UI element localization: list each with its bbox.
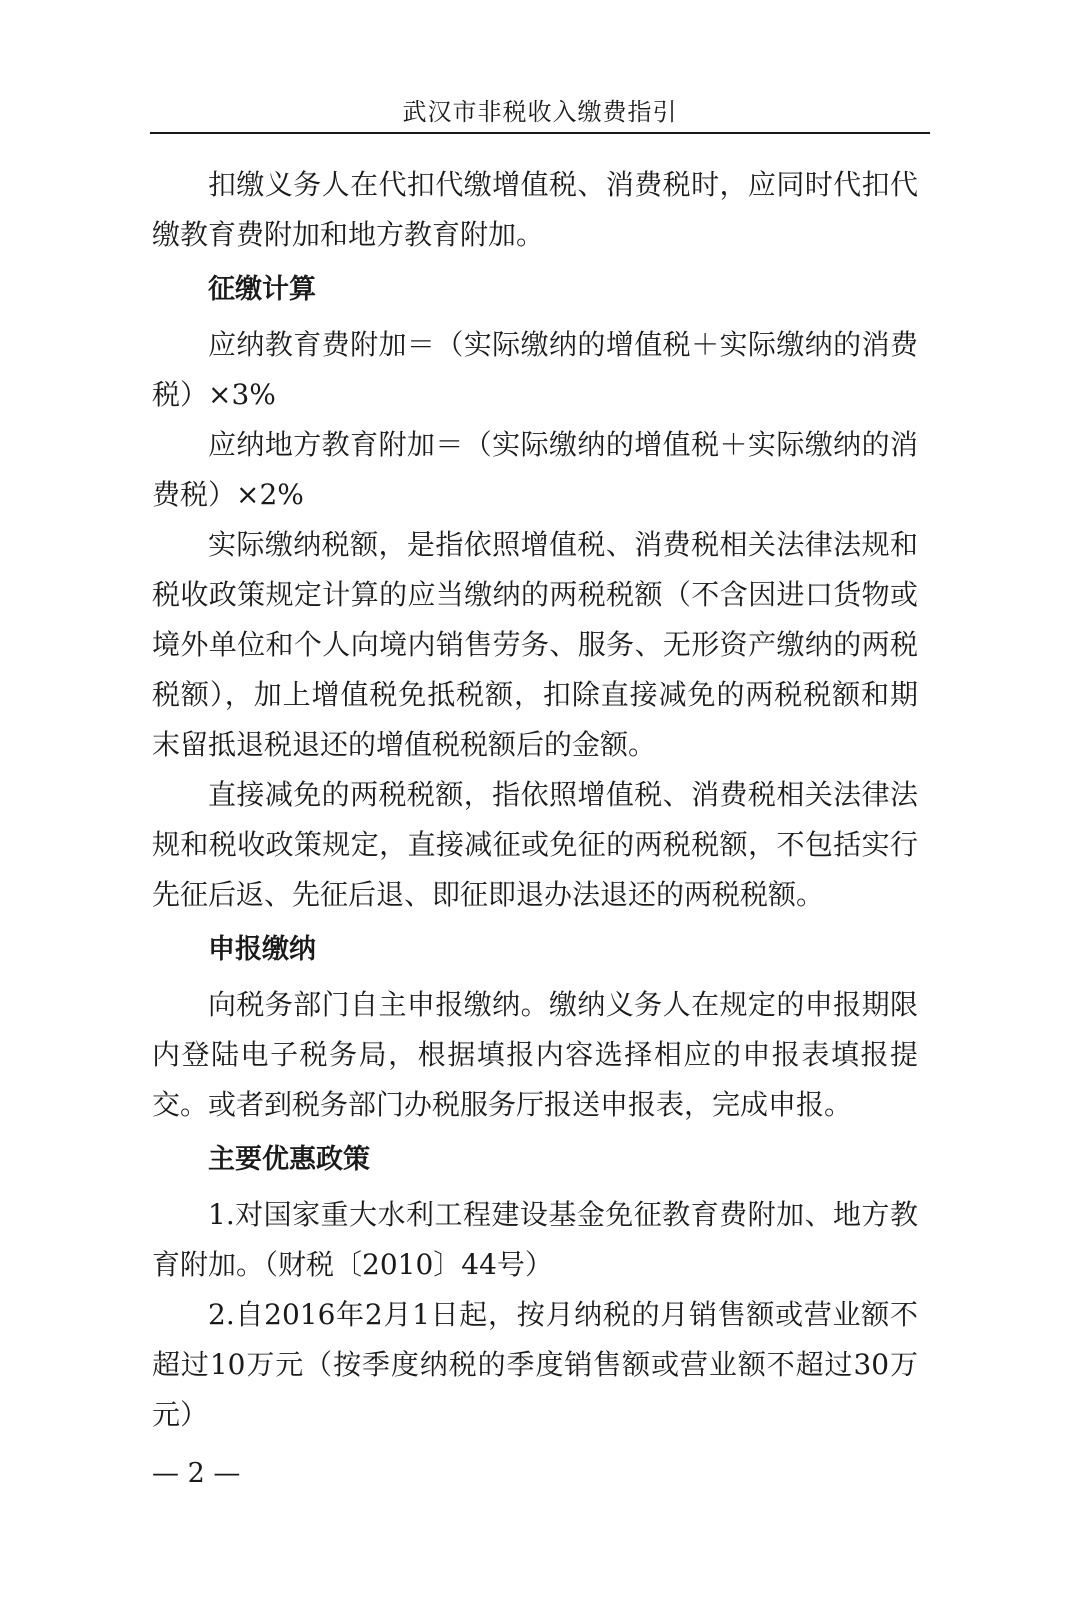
page-number: — 2 — bbox=[152, 1458, 241, 1489]
paragraph-direct-reduction-definition: 直接减免的两税税额，指依照增值税、消费税相关法律法规和税收政策规定，直接减征或免征的两税税额，不包括实行先征后返、先征后退、即征即退办法退还的两税税额。 bbox=[152, 778, 918, 911]
header-divider bbox=[150, 132, 930, 134]
paragraph-declaration-method: 向税务部门自主申报缴纳。缴纳义务人在规定的申报期限内登陆电子税务局，根据填报内容选择相应的申报表填报提交。或者到税务部门办税服务厅报送申报表，完成申报。 bbox=[152, 988, 918, 1121]
paragraph-actual-tax-definition: 实际缴纳税额，是指依照增值税、消费税相关法律法规和税收政策规定计算的应当缴纳的两税税额（不含因进口货物或境外单位和个人向境内销售劳务、服务、无形资产缴纳的两税税额），加上增值税免抵税额，扣除直接减免的两税税额和期末留抵退税退还的增值税税额后的金额。 bbox=[152, 528, 918, 761]
section-heading-preferential-policies: 主要优惠政策 bbox=[208, 1144, 370, 1175]
section-heading-calculation: 征缴计算 bbox=[208, 274, 316, 305]
document-body bbox=[152, 160, 918, 1440]
page-header-title: 武汉市非税收入缴费指引 bbox=[402, 98, 678, 126]
paragraph-withholding-obligation: 扣缴义务人在代扣代缴增值税、消费税时，应同时代扣代缴教育费附加和地方教育附加。 bbox=[152, 168, 918, 251]
formula-local-education-surcharge: 应纳地方教育附加＝（实际缴纳的增值税＋实际缴纳的消费税）×2% bbox=[152, 428, 918, 511]
section-heading-declaration: 申报缴纳 bbox=[208, 934, 316, 965]
policy-item-2: 2.自2016年2月1日起，按月纳税的月销售额或营业额不超过10万元（按季度纳税的季度销售额或营业额不超过30万元） bbox=[152, 1298, 918, 1431]
policy-item-1: 1.对国家重大水利工程建设基金免征教育费附加、地方教育附加。（财税〔2010〕44号） bbox=[152, 1198, 918, 1281]
formula-education-surcharge: 应纳教育费附加＝（实际缴纳的增值税＋实际缴纳的消费税）×3% bbox=[152, 328, 918, 411]
